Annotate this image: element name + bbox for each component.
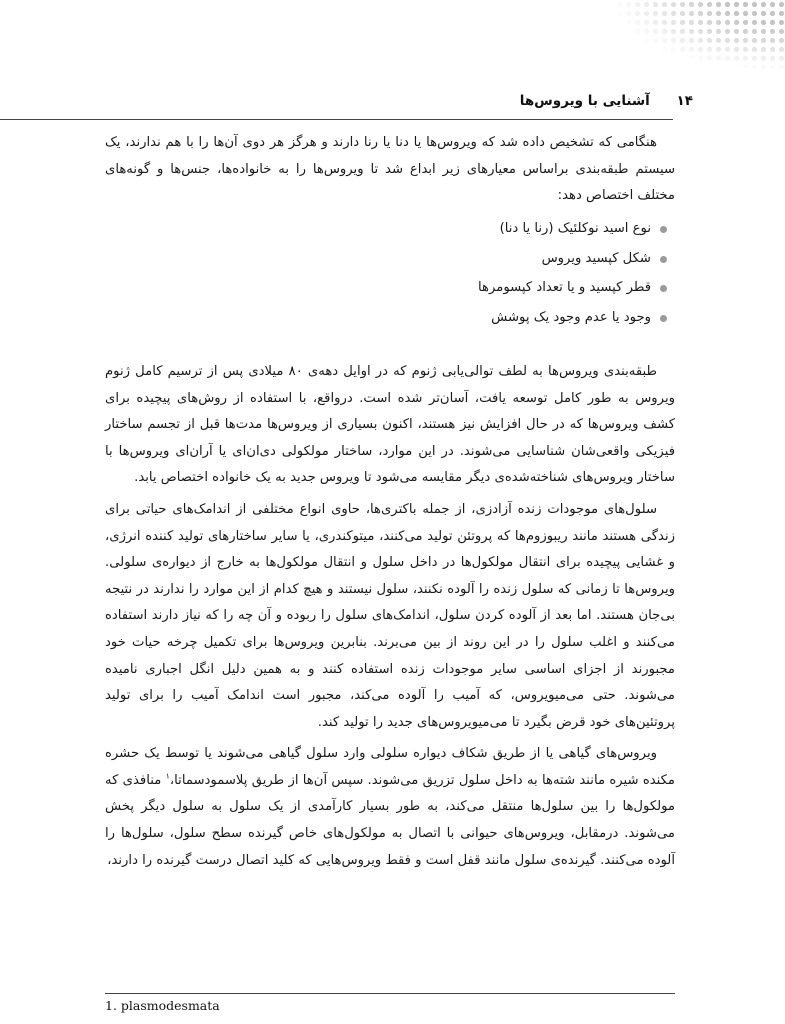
running-header [520,93,693,109]
page-body [105,130,675,874]
list-item: شکل کپسید ویروس [105,244,667,274]
paragraph-text: ویروس‌های گیاهی یا از طریق شکاف دیواره سلولی وارد سلول گیاهی می‌شوند یا توسط یک حشره مکنده شیره مانند شته‌ها به داخل سلول تزریق می‌شوند. سپس آن‌ها از طریق پلاسمودسماتا، [105,746,675,788]
list-item: قطر کپسید و یا تعداد کپسومرها [105,273,667,303]
chapter-title: آشنایی با ویروس‌ها [519,93,650,109]
list-item: وجود یا عدم وجود یک پوشش [105,303,667,333]
footnote-marker[interactable]: ۱ [165,771,170,781]
list-item: نوع اسید نوکلئیک (رنا یا دنا) [105,214,667,244]
header-rule [0,119,673,120]
classification-criteria-list [105,214,675,333]
paragraph-text: منافذی که مولکول‌ها را بین سلول‌ها منتقل می‌کند، به طور بسیار کارآمدی از یک سلول به سلول دیگر پخش می‌شوند. درمقابل، ویروس‌های حیوانی با اتصال به مولکول‌های خاص گیرنده سطح سلول، سلول‌ها را آلوده می‌کنند. گیرنده‌ی سلول مانند قفل است و فقط ویروس‌هایی که کلید اتصال درست گیرنده را دارند، [105,772,675,868]
footnote: 1. plasmodesmata [105,998,220,1013]
page-number: ۱۴ [676,93,693,109]
paragraph-genome-sequencing: طبقه‌بندی ویروس‌ها به لطف توالی‌یابی ژنوم که در اوایل دهه‌ی ۸۰ میلادی پس از ترسیم کامل ژنوم ویروس به طور کامل توسعه یافت، آسان‌تر شده است. درواقع، با استفاده از روش‌های پیچیده برای کشف ویروس‌ها که در حال افزایش نیز هستند، اکنون بسیاری از ویروس‌ها مدت‌ها قبل از تجسم ساختار فیزیکی واقعی‌شان شناسایی می‌شوند. در این موارد، ساختار مولکولی دی‌ان‌ای یا آر‌ان‌ای ویروس‌ها با ساختار ویروس‌های شناخته‌شده‌ی دیگر مقایسه می‌شود تا ویروس جدید به یک خانواده اختصاص یابد. [105,363,675,486]
intro-paragraph: هنگامی که تشخیص داده شد که ویروس‌ها یا دنا یا رنا دارند و هرگز هر دوی آن‌ها را با هم ندارند، یک سیستم طبقه‌بندی براساس معیارهای زیر ابداع شد تا ویروس‌ها را به خانواده‌ها، جنس‌ها و گونه‌های مختلف اختصاص دهد: [105,135,675,204]
footnote-rule [105,993,675,994]
paragraph-cell-organelles: سلول‌های موجودات زنده آزادزی، از جمله باکتری‌ها، حاوی انواع مختلفی از اندامک‌های حیاتی برای زندگی هستند مانند ریبوزوم‌ها که پروتئن تولید می‌کنند، میتوکندری، یا سایر ساختارهای تولید کننده انرژی، و غشایی پیچیده برای انتقال مولکول‌ها در داخل سلول و انتقال مولکول‌ها به خارج از دیواره‌ی سلولی. ویروس‌ها تا زمانی که سلول زنده را آلوده نکنند، سلول نیستند و هیچ کدام از این موارد را ندارند در نتیجه بی‌جان هستند. اما بعد از آلوده کردن سلول، اندامک‌های سلول را ربوده و آن چه را که نیاز دارند استفاده می‌کنند و اغلب سلول را در این روند از بین می‌برند. بنابرین ویروس‌ها برای تکمیل چرخه حیات خود مجبورند از اجزای اساسی سایر موجودات زنده استفاده کنند و به همین دلیل انگل اجباری نامیده می‌شوند. حتی می‌میویروس، که آمیب را آلوده می‌کند، مجبور است اندامک آمیب را برای تولید پروتئین‌های خود قرض بگیرد تا می‌میویروس‌های جدید را تولید کند. [105,501,675,730]
corner-dot-pattern [615,0,785,70]
paragraph-plant-viruses [105,741,675,874]
